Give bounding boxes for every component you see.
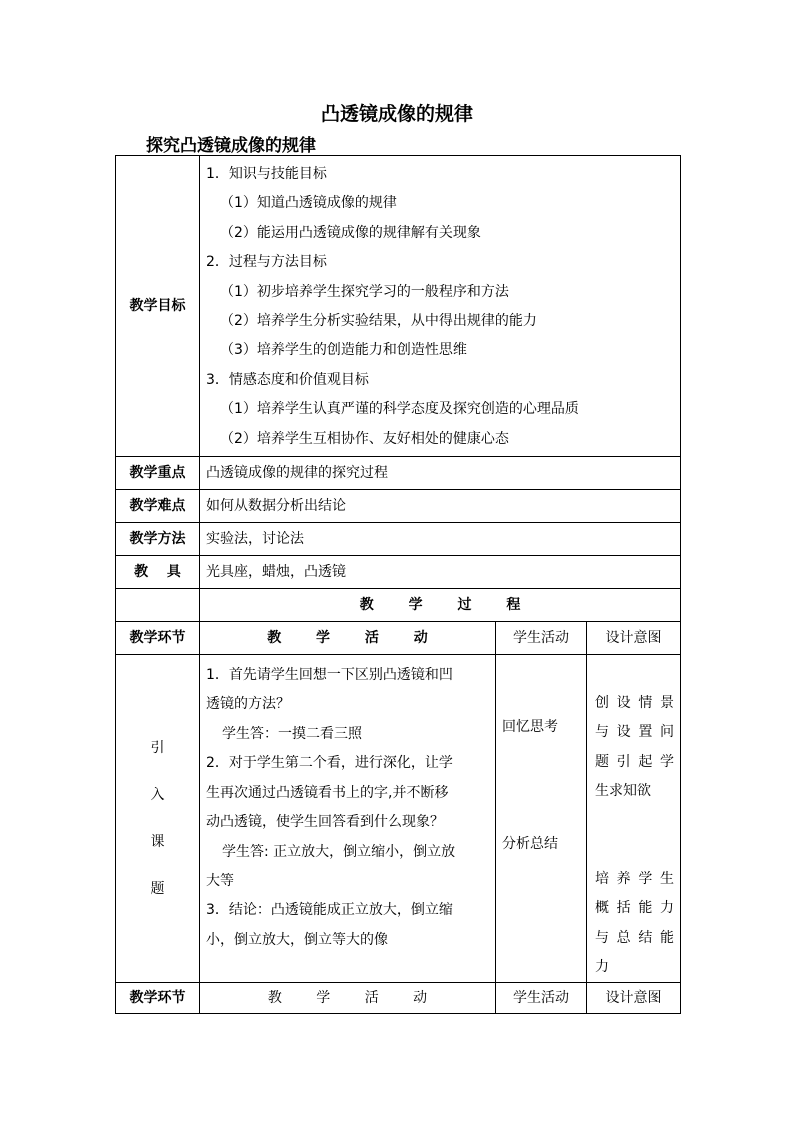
intent-line: 培养学生 (595, 870, 675, 887)
intro-row (116, 655, 681, 983)
intro-activity (200, 655, 496, 983)
process-header-empty (116, 589, 200, 622)
difficulty-row (116, 490, 681, 523)
difficulty-label: 教学难点 (116, 490, 200, 523)
intro-stage-char: 课 (150, 833, 165, 850)
intent-line: 与设置问 (595, 724, 675, 741)
col-student-header: 学生活动 (496, 622, 587, 655)
activity-line: 大等 (206, 872, 234, 889)
tools-row (116, 556, 681, 589)
objective-line: （2）培养学生分析实验结果，从中得出规律的能力 (220, 313, 537, 330)
intent-line: 与总结能 (595, 929, 675, 946)
intent-line: 生求知欲 (595, 783, 651, 800)
method-row (116, 523, 681, 556)
page-title: 凸透镜成像的规律 (320, 103, 473, 125)
objectives-label: 教学目标 (116, 156, 200, 457)
footer-activity-header: 教 学 活 动 (200, 983, 496, 1014)
activity-line: 学生答: 正立放大，倒立缩小，倒立放 (222, 843, 456, 860)
col-intent-header: 设计意图 (587, 622, 681, 655)
activity-line: 学生答：一摸二看三照 (222, 725, 362, 742)
tools-label: 教 具 (116, 556, 200, 589)
difficulty-value: 如何从数据分析出结论 (200, 490, 681, 523)
intent-line: 概括能力 (595, 900, 675, 917)
student-activity-item: 分析总结 (502, 836, 558, 853)
activity-line: 动凸透镜，使学生回答看到什么现象？ (206, 814, 444, 831)
footer-student-header: 学生活动 (496, 983, 587, 1014)
intent-line: 力 (595, 958, 609, 975)
key-point-row (116, 457, 681, 490)
objective-line: （1）培养学生认真严谨的科学态度及探究创造的心理品质 (220, 401, 579, 418)
method-value: 实验法，讨论法 (200, 523, 681, 556)
key-point-label: 教学重点 (116, 457, 200, 490)
tools-value: 光具座，蜡烛，凸透镜 (200, 556, 681, 589)
intro-intent (587, 655, 681, 983)
footer-stage-header: 教学环节 (116, 983, 200, 1014)
objectives-content (200, 156, 681, 457)
activity-line: 2．对于学生第二个看，进行深化，让学 (206, 755, 453, 772)
section-subtitle: 探究凸透镜成像的规律 (146, 136, 316, 156)
activity-line: 透镜的方法？ (206, 696, 290, 713)
col-stage-header: 教学环节 (116, 622, 200, 655)
activity-line: 生再次通过凸透镜看书上的字,并不断移 (206, 784, 449, 801)
objective-line: （1）初步培养学生探究学习的一般程序和方法 (220, 283, 509, 300)
intro-stage-char: 引 (150, 739, 165, 756)
footer-header-row (116, 983, 681, 1014)
process-header-row (116, 589, 681, 622)
column-header-row (116, 622, 681, 655)
objective-line: 1．知识与技能目标 (206, 166, 327, 182)
intro-stage (116, 655, 200, 983)
intro-stage-char: 题 (150, 880, 165, 897)
objective-line: （1）知道凸透镜成像的规律 (220, 195, 397, 212)
key-point-value: 凸透镜成像的规律的探究过程 (200, 457, 681, 490)
objective-line: 3．情感态度和价值观目标 (206, 371, 369, 388)
intent-line: 创设情景 (595, 695, 675, 712)
student-activity-item: 回忆思考 (502, 719, 558, 736)
activity-line: 小，倒立放大，倒立等大的像 (206, 931, 388, 948)
objective-line: 2．过程与方法目标 (206, 254, 327, 271)
intent-line: 题引起学 (595, 753, 675, 770)
objectives-row (116, 156, 681, 457)
activity-line: 3．结论：凸透镜能成正立放大，倒立缩 (206, 902, 453, 919)
objective-line: （2）能运用凸透镜成像的规律解有关现象 (220, 224, 481, 241)
activity-line: 1．首先请学生回想一下区别凸透镜和凹 (206, 667, 453, 684)
intro-stage-char: 入 (150, 786, 165, 803)
footer-intent-header: 设计意图 (587, 983, 681, 1014)
col-activity-header: 教 学 活 动 (200, 622, 496, 655)
objective-line: （3）培养学生的创造能力和创造性思维 (220, 342, 467, 359)
objective-line: （2）培养学生互相协作、友好相处的健康心态 (220, 430, 509, 447)
lesson-plan-table (115, 155, 681, 1014)
method-label: 教学方法 (116, 523, 200, 556)
intro-student-activity (496, 655, 587, 983)
process-header: 教 学 过 程 (200, 589, 681, 622)
